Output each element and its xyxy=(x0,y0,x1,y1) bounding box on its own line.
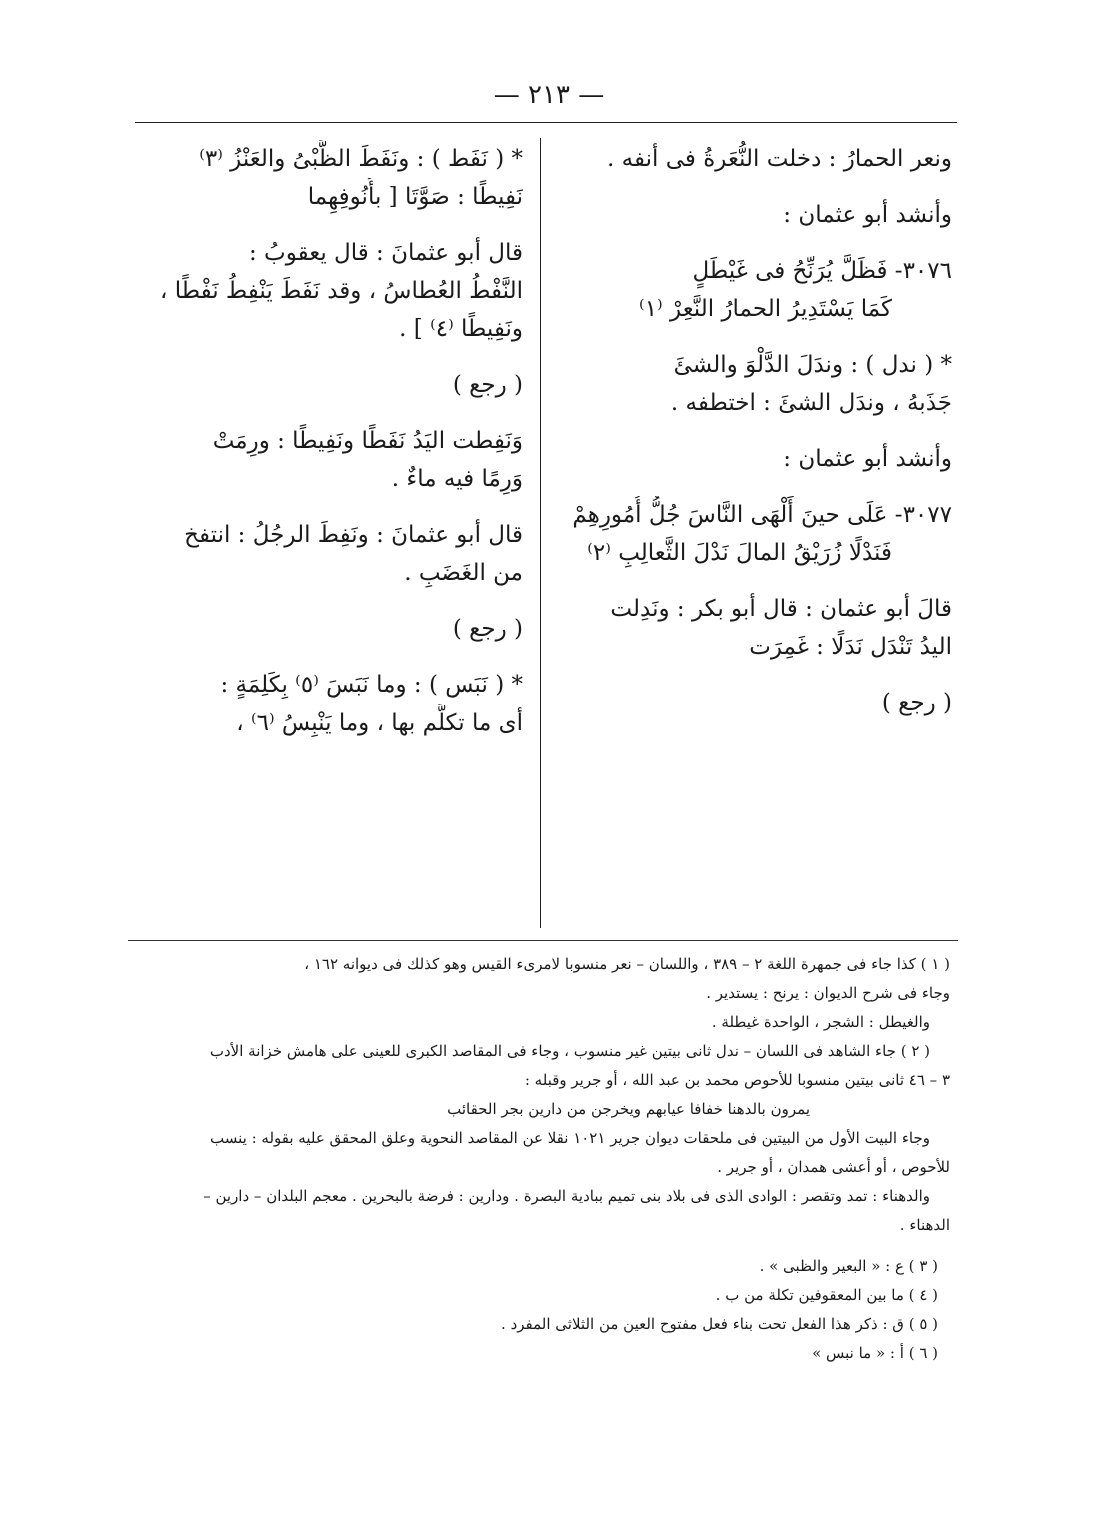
paragraph xyxy=(128,516,523,592)
footnote-line: ( ٣ ) ع : « البعير والظبى » . xyxy=(759,1257,938,1275)
text-line: من الغَضَبِ . xyxy=(404,560,523,586)
footnote-line: يمرون بالدهنا خفافا عيابهم ويخرجن من دارين بجر الحقائب xyxy=(447,1100,810,1118)
left-column xyxy=(128,140,523,760)
footnote-gap xyxy=(128,1240,950,1252)
paragraph xyxy=(560,440,952,478)
text-line: أى ما تكلَّم بها ، وما يَنْبِسُ ⁽٦⁾ ، xyxy=(236,710,523,736)
verse-line: ٣٠٧٦- فَظَلَّ يُرَنِّحُ فى غَيْطَلٍ xyxy=(692,258,952,284)
verse-line: ٣٠٧٧- عَلَى حينَ أَلْهَى النَّاسَ جُلُّ أُمُورِهِمْ xyxy=(572,502,952,528)
text-line: * ( نَبَس ) : وما نَبَسَ ⁽٥⁾ بِكَلِمَةٍ : xyxy=(220,672,523,698)
footnote-line: ( ١ ) كذا جاء فى جمهرة اللغة ٢ – ٣٨٩ ، واللسان – نعر منسوبا لامرىء القيس وهو كذلك فى ديوانه ١٦٢ ، xyxy=(304,955,950,973)
header-rule xyxy=(135,122,957,123)
text-line: * ( ندل ) : وندَلَ الدَّلْوَ والشئَ xyxy=(673,352,952,378)
text-line: جَذَبهُ ، وندَل الشئَ : اختطفه . xyxy=(670,390,952,416)
footnote-line: ( ٥ ) ق : ذكر هذا الفعل تحت بناء فعل مفتوح العين من الثلاثى المفرد . xyxy=(501,1315,938,1333)
text-line: ونعر الحمارُ : دخلت النُّعَرةُ فى أنفه . xyxy=(607,146,952,172)
text-line: نَفِيطًا : صَوَّتَا [ بأُنُوفِهِما xyxy=(307,184,523,210)
paragraph xyxy=(128,422,523,498)
footnote-line: ( ٤ ) ما بين المعقوفين تكلة من ب . xyxy=(715,1286,938,1304)
return-marker xyxy=(128,366,523,404)
footnote-line: وجاء البيت الأول من البيتين فى ملحقات ديوان جرير ١٠٢١ نقلا عن المقاصد النحوية وعلق المحقق عليه بقوله : ينسب xyxy=(210,1129,930,1147)
text-line: النَّفْطُ العُطاسُ ، وقد نَفَطَ يَنْفِطُ نَفْطًا ، xyxy=(159,278,523,304)
page-number: — ٢١٣ — xyxy=(493,80,605,110)
footnote-rule xyxy=(128,940,958,941)
footnote-line: ٣ – ٤٦ ثانى بيتين منسوبا للأحوص محمد بن عبد الله ، أو جرير وقبله : xyxy=(524,1071,950,1089)
footnote-line: والغيطل : الشجر ، الواحدة غيطلة . xyxy=(711,1013,930,1031)
column-divider xyxy=(540,138,541,928)
verse-block xyxy=(560,252,952,328)
text-line: قال أبو عثمانَ : قال يعقوبُ : xyxy=(249,240,523,266)
paragraph xyxy=(560,590,952,666)
paragraph xyxy=(560,346,952,422)
footnote-line: الدهناء . xyxy=(899,1216,950,1234)
footnote-line: ( ٦ ) أ : « ما نبس » xyxy=(812,1344,938,1362)
right-column xyxy=(560,140,952,740)
return-marker xyxy=(560,684,952,722)
text-line: وأنشد أبو عثمان : xyxy=(783,202,952,228)
footnote-line: وجاء فى شرح الديوان : يرنح : يستدير . xyxy=(706,984,950,1002)
verse-line: كَمَا يَسْتَدِيرُ الحمارُ النَّعِرْ ⁽١⁾ xyxy=(639,296,892,322)
return-marker xyxy=(128,610,523,648)
text-line: ( رجع ) xyxy=(881,690,952,716)
text-line: وَنَفِطت اليَدُ نَفَطًا ونَفِيطًا : ورِمَتْ xyxy=(212,428,523,454)
text-line: وَرِمًا فيه ماءٌ . xyxy=(391,466,523,492)
paragraph xyxy=(560,140,952,178)
verse-block xyxy=(560,496,952,572)
text-line: قال أبو عثمانَ : ونَفِطَ الرجُلُ : انتفخ xyxy=(184,522,523,548)
paragraph xyxy=(128,666,523,742)
footnote-line: والدهناء : تمد وتقصر : الوادى الذى فى بلاد بنى تميم ببادية البصرة . ودارين : فرضة بالبحرين . معجم البلدان – دارين – xyxy=(203,1187,930,1205)
paragraph xyxy=(128,140,523,216)
text-line: اليدُ تَنْدَل نَدَلًا : غَمِرَت xyxy=(749,634,952,660)
footnote-line: للأحوص ، أو أعشى همدان ، أو جرير . xyxy=(717,1158,950,1176)
text-line: ونَفِيطًا ⁽٤⁾ ] . xyxy=(399,316,523,342)
footnotes xyxy=(128,950,950,1368)
text-line: قالَ أبو عثمان : قال أبو بكر : ونَدِلت xyxy=(610,596,952,622)
verse-line: فَنَدْلًا زُرَيْقُ المالَ نَدْلَ الثَّعالِبِ ⁽٢⁾ xyxy=(587,540,892,566)
text-line: ( رجع ) xyxy=(452,372,523,398)
text-line: ( رجع ) xyxy=(452,616,523,642)
text-line: وأنشد أبو عثمان : xyxy=(783,446,952,472)
text-line: * ( نَفَط ) : ونَفَطَ الظَّبْىُ والعَنْزُ ⁽٣⁾ xyxy=(199,146,523,172)
paragraph xyxy=(560,196,952,234)
paragraph xyxy=(128,234,523,348)
footnote-line: ( ٢ ) جاء الشاهد فى اللسان – ندل ثانى بيتين غير منسوب ، وجاء فى المقاصد الكبرى للعينى على هامش خزانة الأدب xyxy=(209,1042,930,1060)
